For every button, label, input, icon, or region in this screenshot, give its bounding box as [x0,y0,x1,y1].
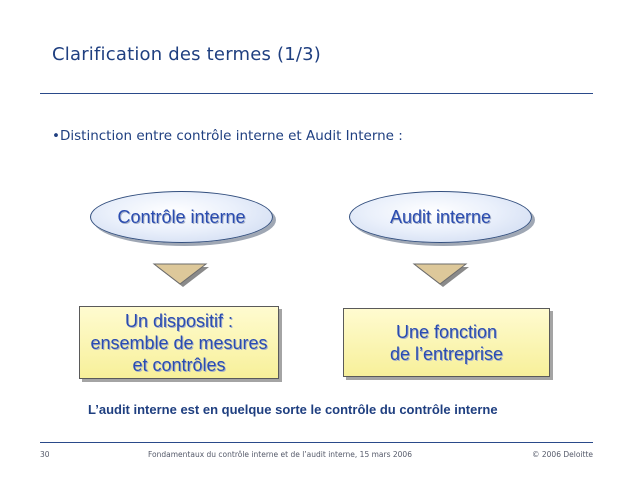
audit-interne-ellipse [349,191,532,243]
dispositif-box [79,306,279,379]
slide-title: Clarification des termes (1/3) [52,44,322,65]
left-down-arrow-icon [152,262,210,288]
page-number: 30 [40,450,50,459]
audit-interne-label: Audit interne [389,206,492,227]
fonction-box [343,308,550,377]
bullet-text: Distinction entre contrôle interne et Audit Interne : [59,128,403,144]
footer-divider [40,442,593,443]
controle-interne-label: Contrôle interne [117,206,246,227]
bullet-marker: • [52,128,60,144]
right-down-arrow-icon [412,262,470,288]
footer-text: Fondamentaux du contrôle interne et de l’audit interne, 15 mars 2006 [148,450,412,459]
title-divider [40,93,593,94]
controle-interne-ellipse [90,191,273,243]
diagram-caption: L’audit interne est en quelque sorte le contrôle du contrôle interne [88,402,498,417]
copyright: © 2006 Deloitte [532,450,593,459]
fonction-text: Une fonction de l’entreprise [389,321,504,364]
bullet-item [52,128,403,144]
dispositif-text: Un dispositif : ensemble de mesures et contrôles [90,310,268,375]
